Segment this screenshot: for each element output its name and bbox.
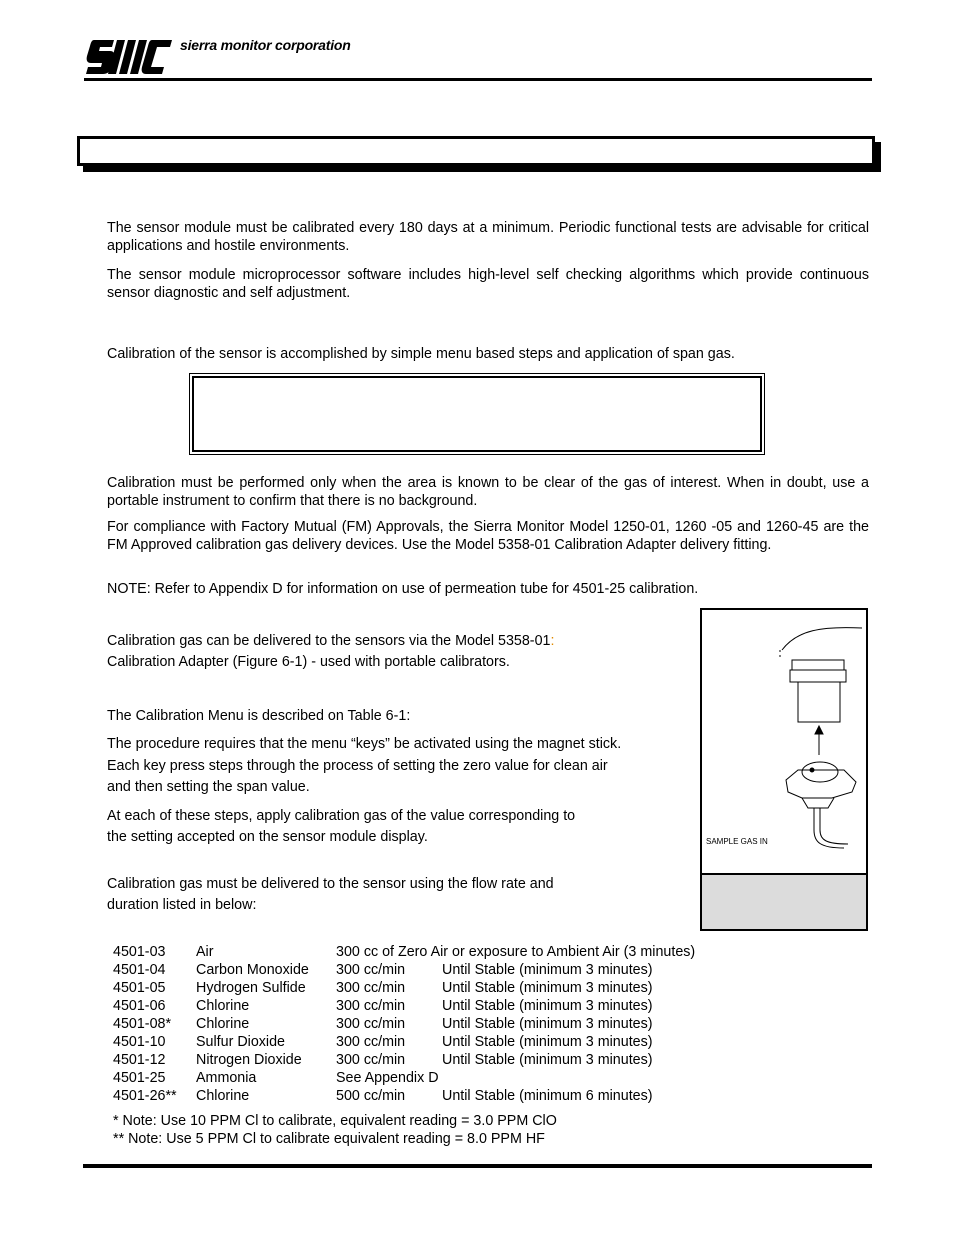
- model-cell: 4501-25: [113, 1070, 166, 1086]
- table-row: [113, 1033, 653, 1051]
- flow-cell: See Appendix D: [336, 1070, 439, 1086]
- table-row: [113, 997, 653, 1015]
- figure-label: SAMPLE GAS IN: [706, 837, 768, 846]
- table-row: [113, 1015, 653, 1033]
- paragraph-flow-line2: duration listed in below:: [107, 897, 257, 913]
- duration-cell: Until Stable (minimum 3 minutes): [442, 1034, 653, 1050]
- footer-rule: [83, 1164, 872, 1168]
- paragraph-appendix-note: NOTE: Refer to Appendix D for information on use of permeation tube for 4501-25 calibration.: [107, 581, 699, 597]
- flow-rate-table: [113, 943, 696, 1105]
- section-title-box: [77, 136, 875, 166]
- paragraph-fm-approvals: For compliance with Factory Mutual (FM) Approvals, the Sierra Monitor Model 1250-01, 1260 -05 and 1260-45 are the FM Approved calibration gas delivery devices. Use the Model 5358-01 Calibration Adapter delivery fitting.: [107, 519, 869, 553]
- company-logo: [84, 38, 174, 76]
- model-cell: 4501-05: [113, 980, 166, 996]
- paragraph-delivery-line1: [107, 631, 554, 652]
- model-cell: 4501-04: [113, 962, 166, 978]
- gas-cell: Sulfur Dioxide: [196, 1034, 285, 1050]
- paragraph-menu-table: The Calibration Menu is described on Table 6-1:: [107, 708, 411, 724]
- calibration-adapter-figure: [700, 608, 868, 931]
- duration-cell: Until Stable (minimum 3 minutes): [442, 1052, 653, 1068]
- adapter-drawing: [702, 610, 866, 875]
- gas-cell: Chlorine: [196, 998, 250, 1014]
- flow-cell: 300 cc/min: [336, 1052, 406, 1068]
- gas-cell: Chlorine: [196, 1016, 250, 1032]
- paragraph-calibration-interval: The sensor module must be calibrated every 180 days at a minimum. Periodic functional tests are advisable for critical applications and hostile environments.: [107, 220, 869, 254]
- company-name: sierra monitor corporation: [180, 37, 351, 53]
- paragraph-flow-line1: Calibration gas must be delivered to the sensor using the flow rate and: [107, 876, 554, 892]
- gas-cell: Nitrogen Dioxide: [196, 1052, 302, 1068]
- duration-cell: Until Stable (minimum 3 minutes): [442, 980, 653, 996]
- duration-cell: Until Stable (minimum 6 minutes): [442, 1088, 653, 1104]
- table-row: [113, 1069, 653, 1087]
- duration-cell: Until Stable (minimum 3 minutes): [442, 998, 653, 1014]
- paragraph-self-checking: The sensor module microprocessor software includes high-level self checking algorithms which provide continuous sensor diagnostic and self adjustment.: [107, 267, 869, 301]
- gas-cell: Chlorine: [196, 1088, 250, 1104]
- model-cell: 4501-10: [113, 1034, 166, 1050]
- table-row: [113, 943, 696, 961]
- paragraph-steps-line2: the setting accepted on the sensor module display.: [107, 829, 428, 845]
- duration-cell: Until Stable (minimum 3 minutes): [442, 1016, 653, 1032]
- flow-cell: 300 cc/min: [336, 962, 406, 978]
- table-row: [113, 1051, 653, 1069]
- model-cell: 4501-03: [113, 944, 166, 960]
- paragraph-delivery-line2: Calibration Adapter (Figure 6-1) - used with portable calibrators.: [107, 654, 510, 670]
- gas-cell: Carbon Monoxide: [196, 962, 309, 978]
- paragraph-clear-area: Calibration must be performed only when the area is known to be clear of the gas of interest. When in doubt, use a portable instrument to confirm that there is no background.: [107, 475, 869, 509]
- delivery-colon: :: [550, 633, 555, 649]
- gas-cell: Hydrogen Sulfide: [196, 980, 306, 996]
- header-rule: [84, 78, 872, 81]
- paragraph-steps-line1: At each of these steps, apply calibration gas of the value corresponding to: [107, 808, 576, 824]
- model-cell: 4501-12: [113, 1052, 166, 1068]
- note-chlorine-clo: * Note: Use 10 PPM Cl to calibrate, equivalent reading = 3.0 PPM ClO: [113, 1113, 557, 1129]
- flow-cell: 500 cc/min: [336, 1088, 406, 1104]
- paragraph-menu-steps: Calibration of the sensor is accomplished by simple menu based steps and application of span gas.: [107, 346, 735, 362]
- figure-caption-box: [702, 873, 866, 929]
- model-cell: 4501-08*: [113, 1016, 172, 1032]
- delivery-text: Calibration gas can be delivered to the sensors via the Model 5358-01: [107, 633, 551, 649]
- table-row: [113, 1087, 653, 1105]
- flow-cell: 300 cc/min: [336, 1016, 406, 1032]
- gas-cell: Air: [196, 944, 214, 960]
- table-row: [113, 961, 653, 979]
- table-row: [113, 979, 653, 997]
- model-cell: 4501-26**: [113, 1088, 177, 1104]
- model-cell: 4501-06: [113, 998, 166, 1014]
- flow-cell: 300 cc/min: [336, 980, 406, 996]
- flow-cell: 300 cc/min: [336, 1034, 406, 1050]
- paragraph-procedure-line3: and then setting the span value.: [107, 779, 310, 795]
- paragraph-procedure-line1: The procedure requires that the menu “keys” be activated using the magnet stick.: [107, 736, 622, 752]
- duration-cell: Until Stable (minimum 3 minutes): [442, 962, 653, 978]
- paragraph-procedure-line2: Each key press steps through the process of setting the zero value for clean air: [107, 758, 608, 774]
- flow-cell: 300 cc/min: [336, 998, 406, 1014]
- warning-box: [189, 373, 765, 455]
- gas-cell: Ammonia: [196, 1070, 257, 1086]
- note-chlorine-hf: ** Note: Use 5 PPM Cl to calibrate equivalent reading = 8.0 PPM HF: [113, 1131, 545, 1147]
- flow-cell: 300 cc of Zero Air or exposure to Ambient Air (3 minutes): [336, 944, 696, 960]
